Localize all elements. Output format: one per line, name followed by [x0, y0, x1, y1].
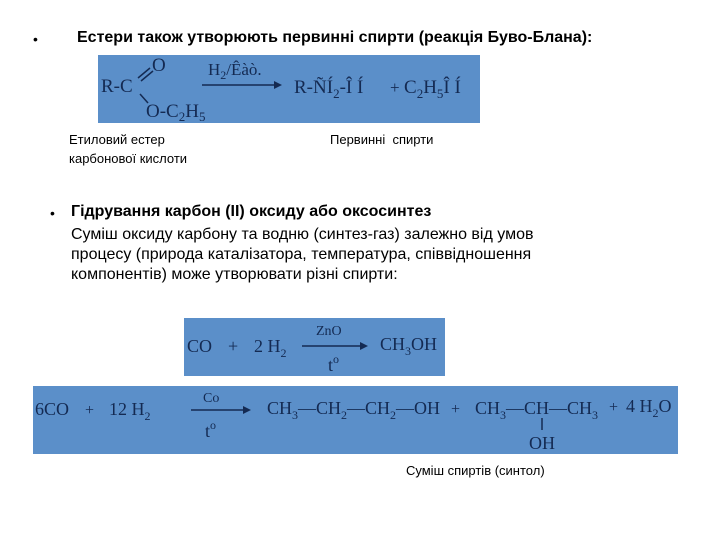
eq2-product-methanol: $CH_3OH$: [380, 334, 438, 358]
eq3-arrow-head: [243, 406, 251, 414]
caption-synthol: Суміш спиртів (синтол): [406, 463, 545, 478]
equation-synthol: [33, 386, 678, 454]
eq3-plus: +: [451, 401, 461, 418]
heading-oxosynthesis: Гідрування карбон (ІІ) оксиду або оксосинтез: [71, 203, 432, 220]
eq1-plus: +: [390, 78, 400, 97]
eq2-reactant-co: CO: [187, 336, 213, 356]
eq1-reagent: $H_2$/Êàò.: [208, 60, 262, 82]
eq3-product-propanol: $CH_3—CH_2—CH_2—OH$: [267, 398, 441, 422]
paragraph-line: Суміш оксиду карбону та водню (синтез-газ) залежно від умов: [71, 226, 534, 243]
caption-primary-alcohols: Первинні спирти: [330, 132, 434, 147]
caption-ethyl-ester-line2: карбонової кислоти: [69, 151, 188, 166]
eq3-reactant-h2: 12 $H_2$: [109, 399, 151, 423]
caption-ethyl-ester-line1: Етиловий естер: [69, 132, 165, 147]
eq1-reactant: R-C: [101, 76, 133, 97]
eq1-arrow-head: [274, 81, 282, 89]
bullet-2: •: [50, 205, 55, 221]
eq3-temperature: $t^o$: [205, 418, 217, 441]
equation-methanol: [184, 318, 445, 376]
eq3-product-water: 4 $H_2O$: [626, 396, 672, 420]
eq3-plus: +: [609, 399, 619, 416]
eq2-plus: +: [228, 336, 239, 356]
eq2-arrow-head: [360, 342, 368, 350]
heading-bouveault-blanc: Естери також утворюють первинні спирти (реакція Буво-Блана):: [77, 29, 593, 46]
paragraph-syngas: [71, 225, 711, 285]
eq1-ethoxy: $O-C_2H_5$: [146, 101, 206, 123]
eq1-product-ethanol: $C_2H_5Î$ Í: [404, 77, 461, 101]
eq2-reactant-h2: 2 $H_2$: [254, 336, 287, 360]
eq1-product-alcohol: $R-ÑÍ_2-Î$ Í: [294, 77, 364, 101]
bullet-1: •: [33, 31, 38, 47]
paragraph-line: компонентів) може утворювати різні спирти:: [71, 266, 398, 283]
caption-ethyl-ester: [69, 130, 187, 168]
eq2-temperature: $t^o$: [328, 352, 340, 375]
eq3-plus: +: [85, 402, 95, 419]
eq3-catalyst: Co: [203, 391, 220, 406]
eq3-reactant-co: 6CO: [35, 399, 70, 419]
equation-bouveault-blanc: [98, 55, 480, 123]
eq2-catalyst: ZnO: [316, 324, 342, 339]
paragraph-line: процесу (природа каталізатора, температура, співвідношення: [71, 246, 532, 263]
eq3-product-isopropanol: $CH_3—CH—CH_3$: [475, 398, 599, 422]
eq1-double-bond-line: [138, 68, 150, 78]
eq1-carbonyl-o: O: [152, 55, 166, 76]
eq3-branch-oh: OH: [529, 433, 555, 453]
